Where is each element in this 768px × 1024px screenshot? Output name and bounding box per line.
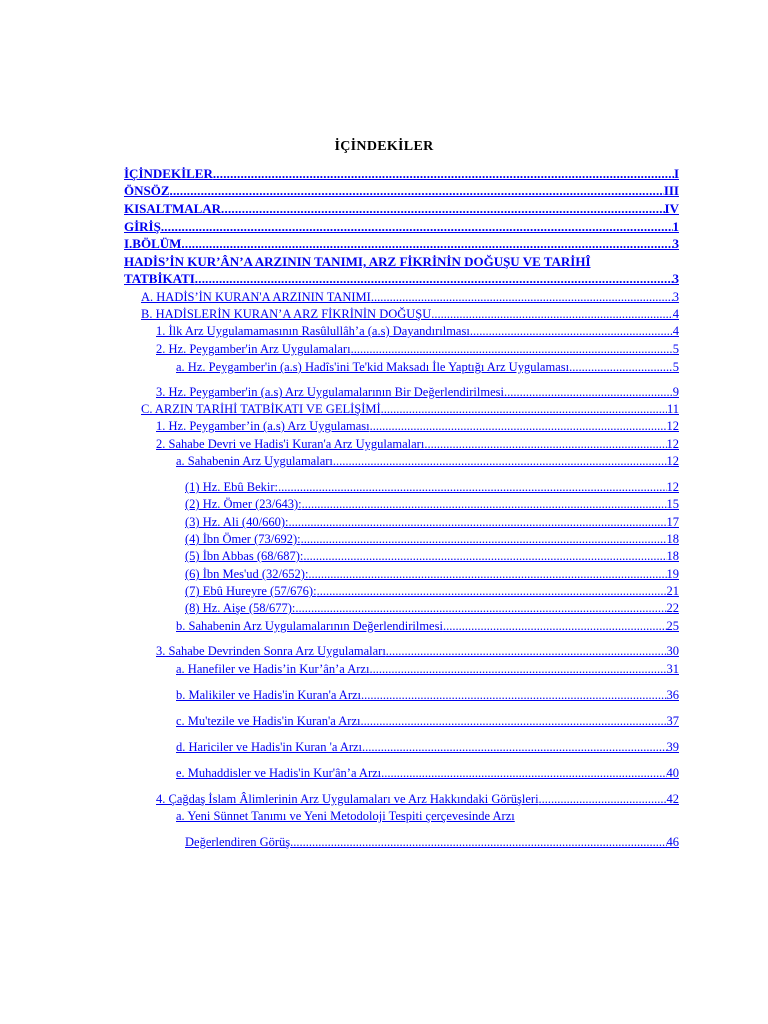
dot-leader bbox=[308, 566, 666, 582]
dot-leader bbox=[278, 479, 666, 495]
dot-leader bbox=[539, 791, 667, 807]
toc-entry-icindekiler[interactable] bbox=[124, 166, 679, 182]
dot-leader bbox=[424, 436, 666, 452]
toc-entry-label: 4. Çağdaş İslam Âlimlerinin Arz Uygulamaları ve Arz Hakkındaki Görüşleri bbox=[156, 792, 539, 806]
toc-entry-page: 30 bbox=[666, 644, 679, 658]
toc-entry-page: 40 bbox=[666, 766, 679, 780]
toc-entry-page: 12 bbox=[666, 419, 679, 433]
dot-leader bbox=[317, 583, 667, 599]
toc-entry-page: 3 bbox=[672, 236, 679, 251]
toc-entry-page: 12 bbox=[666, 437, 679, 451]
dot-leader bbox=[370, 418, 667, 434]
toc-entry-page: 12 bbox=[666, 480, 679, 494]
toc-entry-sahabe-arz[interactable] bbox=[176, 453, 679, 469]
toc-entry-label: c. Mu'tezile ve Hadis'in Kuran'a Arzı bbox=[176, 714, 361, 728]
dot-leader bbox=[386, 643, 667, 659]
toc-entry-label: b. Sahabenin Arz Uygulamalarının Değerlendirilmesi bbox=[176, 619, 443, 633]
toc-entry-page: III bbox=[663, 183, 679, 198]
toc-entry-ibn-abbas[interactable] bbox=[185, 548, 679, 564]
toc-entry-ibn-omer[interactable] bbox=[185, 531, 679, 547]
toc-entry-ebu-hureyre[interactable] bbox=[185, 583, 679, 599]
toc-entry-label: e. Muhaddisler ve Hadis'in Kur'ân’a Arzı bbox=[176, 766, 382, 780]
dot-leader bbox=[221, 201, 665, 217]
toc-entry-label: d. Hariciler ve Hadis'in Kuran 'a Arzı bbox=[176, 740, 363, 754]
toc-entry-label: C. ARZIN TARİHİ TATBİKATI VE GELİŞİMİ bbox=[141, 402, 381, 416]
toc-entry-label: (1) Hz. Ebû Bekir: bbox=[185, 480, 279, 494]
toc-entry-page: 1 bbox=[672, 219, 679, 234]
toc-entry-page: 18 bbox=[666, 532, 679, 546]
toc-entry-label: ÖNSÖZ bbox=[124, 183, 170, 198]
dot-leader bbox=[362, 739, 666, 755]
toc-entry-label: TATBİKATI bbox=[124, 271, 195, 286]
toc-entry-page: 25 bbox=[666, 619, 679, 633]
toc-entry-label: 1. Hz. Peygamber’in (a.s) Arz Uygulaması bbox=[156, 419, 370, 433]
dot-leader bbox=[302, 496, 667, 512]
toc-entry-label: İÇİNDEKİLER bbox=[124, 166, 213, 181]
toc-entry-label: 2. Sahabe Devri ve Hadis'i Kuran'a Arz Uygulamaları bbox=[156, 437, 425, 451]
toc-entry-page: 4 bbox=[672, 324, 679, 338]
toc-entry-ebu-bekir[interactable] bbox=[185, 479, 679, 495]
toc-entry-c3-sonra[interactable] bbox=[156, 643, 679, 659]
toc-entry-label: (6) İbn Mes'ud (32/652): bbox=[185, 567, 309, 581]
toc-entry-label: B. HADİSLERİN KURAN’A ARZ FİKRİNİN DOĞUŞU bbox=[141, 307, 432, 321]
toc-entry-page: 37 bbox=[666, 714, 679, 728]
toc-entry-page: 5 bbox=[672, 342, 679, 356]
toc-entry-b-dogus[interactable] bbox=[141, 306, 679, 322]
toc-entry-c1-peygamber[interactable] bbox=[156, 418, 679, 434]
dot-leader bbox=[195, 271, 673, 287]
toc-entry-giris[interactable] bbox=[124, 219, 679, 235]
toc-entry-page: 42 bbox=[666, 792, 679, 806]
dot-leader bbox=[443, 618, 667, 634]
dot-leader bbox=[295, 600, 666, 616]
toc-entry-bolum-1[interactable] bbox=[124, 236, 679, 252]
toc-entry-label: (4) İbn Ömer (73/692): bbox=[185, 532, 301, 546]
dot-leader bbox=[504, 384, 673, 400]
toc-entry-label: (7) Ebû Hureyre (57/676): bbox=[185, 584, 317, 598]
toc-entry-2-peygamber-arz[interactable] bbox=[156, 341, 679, 357]
toc-entry-page: 11 bbox=[666, 402, 679, 416]
toc-entry-page: IV bbox=[664, 201, 679, 216]
toc-entry-page: 39 bbox=[666, 740, 679, 754]
dot-leader bbox=[369, 661, 666, 677]
toc-entry-hariciler[interactable] bbox=[176, 739, 679, 755]
toc-entry-label: KISALTMALAR bbox=[124, 201, 222, 216]
toc-entry-chapter-title[interactable] bbox=[124, 271, 679, 287]
toc-entry-label: Değerlendiren Görüş bbox=[185, 835, 291, 849]
toc-entry-label: (2) Hz. Ömer (23/643): bbox=[185, 497, 302, 511]
dot-leader bbox=[351, 341, 673, 357]
toc-entry-page: 46 bbox=[666, 835, 679, 849]
toc-entry-aise[interactable] bbox=[185, 600, 679, 616]
dot-leader bbox=[181, 236, 672, 252]
dot-leader bbox=[170, 183, 664, 199]
toc-entry-page: 36 bbox=[666, 688, 679, 702]
toc-entry-label: I.BÖLÜM bbox=[124, 236, 182, 251]
dot-leader bbox=[161, 219, 673, 235]
toc-entry-c4-cagdas[interactable] bbox=[156, 791, 679, 807]
toc-entry-omer[interactable] bbox=[185, 496, 679, 512]
toc-entry-label: 2. Hz. Peygamber'in Arz Uygulamaları bbox=[156, 342, 351, 356]
toc-entry-ibn-mesud[interactable] bbox=[185, 566, 679, 582]
toc-entry-page: 4 bbox=[672, 307, 679, 321]
toc-entry-c-tatbikat[interactable] bbox=[141, 401, 679, 417]
toc-entry-page: 15 bbox=[666, 497, 679, 511]
toc-entry-page: 9 bbox=[672, 385, 679, 399]
toc-entry-page: 19 bbox=[666, 567, 679, 581]
dot-leader bbox=[333, 453, 667, 469]
dot-leader bbox=[431, 306, 672, 322]
toc-entry-label: 3. Sahabe Devrinden Sonra Arz Uygulamaları bbox=[156, 644, 386, 658]
toc-entry-a-tanim[interactable] bbox=[141, 289, 679, 305]
toc-entry-label: (8) Hz. Aişe (58/677): bbox=[185, 601, 296, 615]
toc-entry-label: 1. İlk Arz Uygulamamasının Rasûlullâh’a (a.s) Dayandırılması bbox=[156, 324, 470, 338]
toc-entry-label: a. Hz. Peygamber'in (a.s) Hadîs'ini Te'kid Maksadı İle Yaptığı Arz Uygulaması bbox=[176, 360, 570, 374]
toc-entry-page: I bbox=[673, 166, 679, 181]
toc-entry-hanefiler[interactable] bbox=[176, 661, 679, 677]
toc-entry-label: GİRİŞ bbox=[124, 219, 161, 234]
toc-entry-onsoz[interactable] bbox=[124, 183, 679, 199]
dot-leader bbox=[288, 514, 666, 530]
toc-entry-muhaddisler[interactable] bbox=[176, 765, 679, 781]
toc-entry-label: (3) Hz. Ali (40/660): bbox=[185, 515, 289, 529]
toc-entry-c2-sahabe[interactable] bbox=[156, 436, 679, 452]
toc-entry-yeni-sunnet[interactable] bbox=[185, 834, 679, 850]
toc-entry-label: a. Hanefiler ve Hadis’in Kur’ân’a Arzı bbox=[176, 662, 370, 676]
toc-entry-page: 21 bbox=[666, 584, 679, 598]
dot-leader bbox=[213, 166, 674, 182]
dot-leader bbox=[569, 359, 673, 375]
toc-entry-yeni-sunnet-line1[interactable]: a. Yeni Sünnet Tanımı ve Yeni Metodoloji Tespiti çerçevesinde Arzı bbox=[176, 809, 515, 823]
toc-entry-label: b. Malikiler ve Hadis'in Kuran'a Arzı bbox=[176, 688, 362, 702]
toc-entry-label: A. HADİS’İN KURAN'A ARZININ TANIMI bbox=[141, 290, 371, 304]
toc-entry-1-ilk-arz[interactable] bbox=[156, 323, 679, 339]
toc-entry-label: 3. Hz. Peygamber'in (a.s) Arz Uygulamalarının Bir Değerlendirilmesi bbox=[156, 385, 504, 399]
dot-leader bbox=[301, 531, 667, 547]
dot-leader bbox=[381, 765, 666, 781]
toc-entry-3-degerlendirme[interactable] bbox=[156, 384, 679, 400]
toc-entry-page: 5 bbox=[672, 360, 679, 374]
toc-entry-a-tekid[interactable] bbox=[176, 359, 679, 375]
toc-entry-sahabe-degerlendirme[interactable] bbox=[176, 618, 679, 634]
toc-entry-page: 18 bbox=[666, 549, 679, 563]
dot-leader bbox=[381, 401, 667, 417]
toc-entry-page: 3 bbox=[672, 271, 679, 286]
dot-leader bbox=[303, 548, 666, 564]
toc-entry-chapter-title-line1[interactable]: HADİS’İN KUR’ÂN’A ARZININ TANIMI, ARZ FİKRİNİN DOĞUŞU VE TARİHÎ bbox=[124, 254, 591, 269]
toc-entry-label: a. Sahabenin Arz Uygulamaları bbox=[176, 454, 333, 468]
dot-leader bbox=[371, 289, 673, 305]
toc-entry-kisaltmalar[interactable] bbox=[124, 201, 679, 217]
toc-entry-page: 17 bbox=[666, 515, 679, 529]
dot-leader bbox=[361, 687, 666, 703]
toc-entry-page: 12 bbox=[666, 454, 679, 468]
dot-leader bbox=[290, 834, 666, 850]
toc-entry-page: 31 bbox=[666, 662, 679, 676]
toc-entry-page: 3 bbox=[672, 290, 679, 304]
toc-entry-label: (5) İbn Abbas (68/687): bbox=[185, 549, 304, 563]
toc-title: İÇİNDEKİLER bbox=[334, 139, 434, 154]
dot-leader bbox=[470, 323, 673, 339]
toc-entry-malikiler[interactable] bbox=[176, 687, 679, 703]
toc-entry-page: 22 bbox=[666, 601, 679, 615]
dot-leader bbox=[360, 713, 666, 729]
toc-entry-ali[interactable] bbox=[185, 514, 679, 530]
toc-entry-mutezile[interactable] bbox=[176, 713, 679, 729]
